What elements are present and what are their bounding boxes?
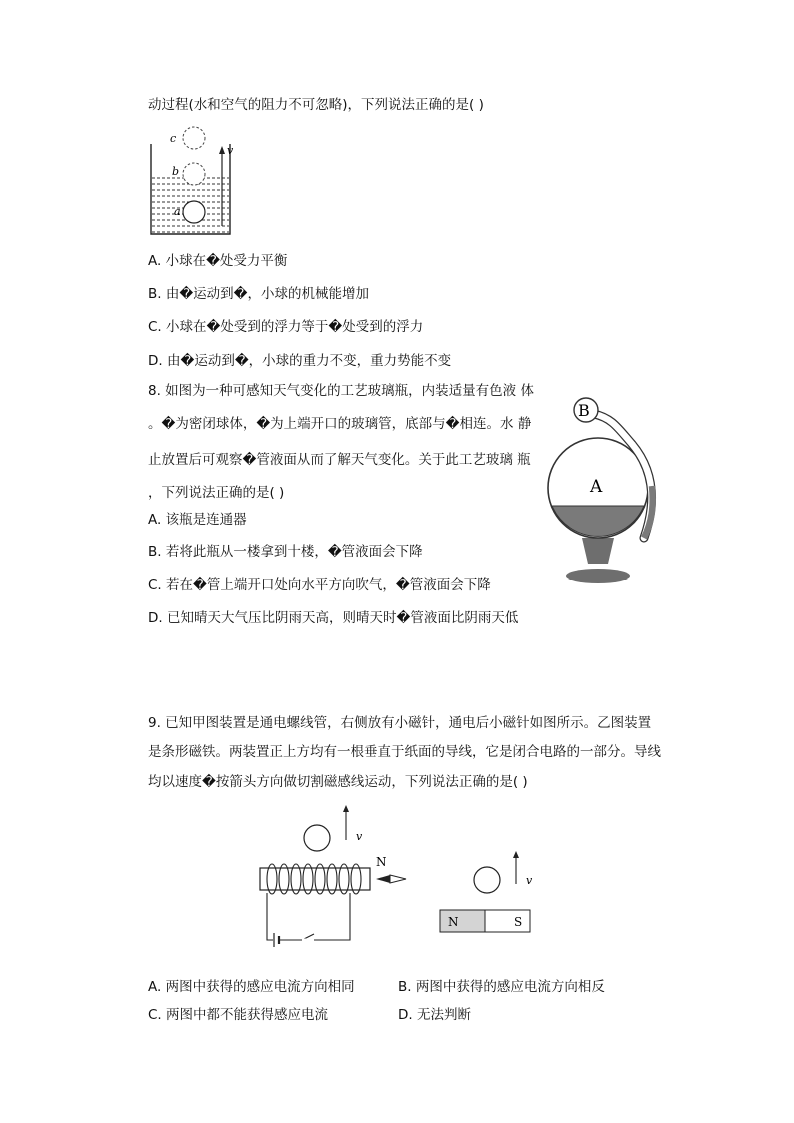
q7-option-d[interactable]: D. 由�运动到�，小球的重力不变，重力势能不变 — [148, 353, 452, 369]
q9-stem-line1: 9. 已知甲图装置是通电螺线管，右侧放有小磁针，通电后小磁针如图所示。乙图装置 — [148, 715, 652, 731]
q8-option-d[interactable]: D. 已知晴天大气压比阴雨天高，则晴天时�管液面比阴雨天低 — [148, 610, 519, 626]
q8-stem-line4: ，下列说法正确的是( ) — [148, 485, 285, 501]
label-v2: v — [526, 874, 533, 887]
q8-stem-line3: 止放置后可观察�管液面从而了解天气变化。关于此工艺玻璃 瓶 — [148, 452, 531, 468]
q8-option-b[interactable]: B. 若将此瓶从一楼拿到十楼，�管液面会下降 — [148, 544, 423, 560]
label-a: a — [174, 205, 181, 218]
q9-option-d[interactable]: D. 无法判断 — [398, 1007, 471, 1023]
q9-stem-line3: 均以速度�按箭头方向做切割磁感线运动，下列说法正确的是( ) — [148, 774, 528, 790]
q9-solenoid-and-magnet-figure — [250, 800, 550, 950]
q8-option-c[interactable]: C. 若在�管上端开口处向水平方向吹气，�管液面会下降 — [148, 577, 491, 593]
q8-weather-glass-figure — [540, 388, 670, 588]
q7-option-a[interactable]: A. 小球在�处受力平衡 — [148, 253, 288, 269]
magnet-N: N — [448, 915, 459, 929]
q7-option-c[interactable]: C. 小球在�处受到的浮力等于�处受到的浮力 — [148, 319, 424, 335]
q7-ball-in-water-figure — [146, 122, 246, 238]
q8-option-a[interactable]: A. 该瓶是连通器 — [148, 512, 247, 528]
label-A: A — [590, 477, 603, 497]
magnet-S: S — [514, 915, 523, 929]
label-b: b — [172, 165, 180, 178]
q7-option-b[interactable]: B. 由�运动到�，小球的机械能增加 — [148, 286, 370, 302]
q9-stem-line2: 是条形磁铁。两装置正上方均有一根垂直于纸面的导线，它是闭合电路的一部分。导线 — [148, 744, 661, 760]
q9-option-c[interactable]: C. 两图中都不能获得感应电流 — [148, 1007, 329, 1023]
q7-stem-tail: 动过程(水和空气的阻力不可忽略)，下列说法正确的是( ) — [148, 97, 484, 113]
label-c: c — [170, 132, 177, 145]
q8-stem-line2: 。�为密闭球体，�为上端开口的玻璃管，底部与�相连。水 静 — [148, 416, 532, 432]
label-B: B — [578, 401, 590, 420]
q9-option-a[interactable]: A. 两图中获得的感应电流方向相同 — [148, 979, 355, 995]
label-v1: v — [356, 830, 363, 843]
needle-N: N — [376, 855, 387, 869]
q9-option-b[interactable]: B. 两图中获得的感应电流方向相反 — [398, 979, 605, 995]
label-v: v — [227, 144, 234, 157]
q8-stem-line1: 8. 如图为一种可感知天气变化的工艺玻璃瓶，内装适量有色液 体 — [148, 383, 534, 399]
